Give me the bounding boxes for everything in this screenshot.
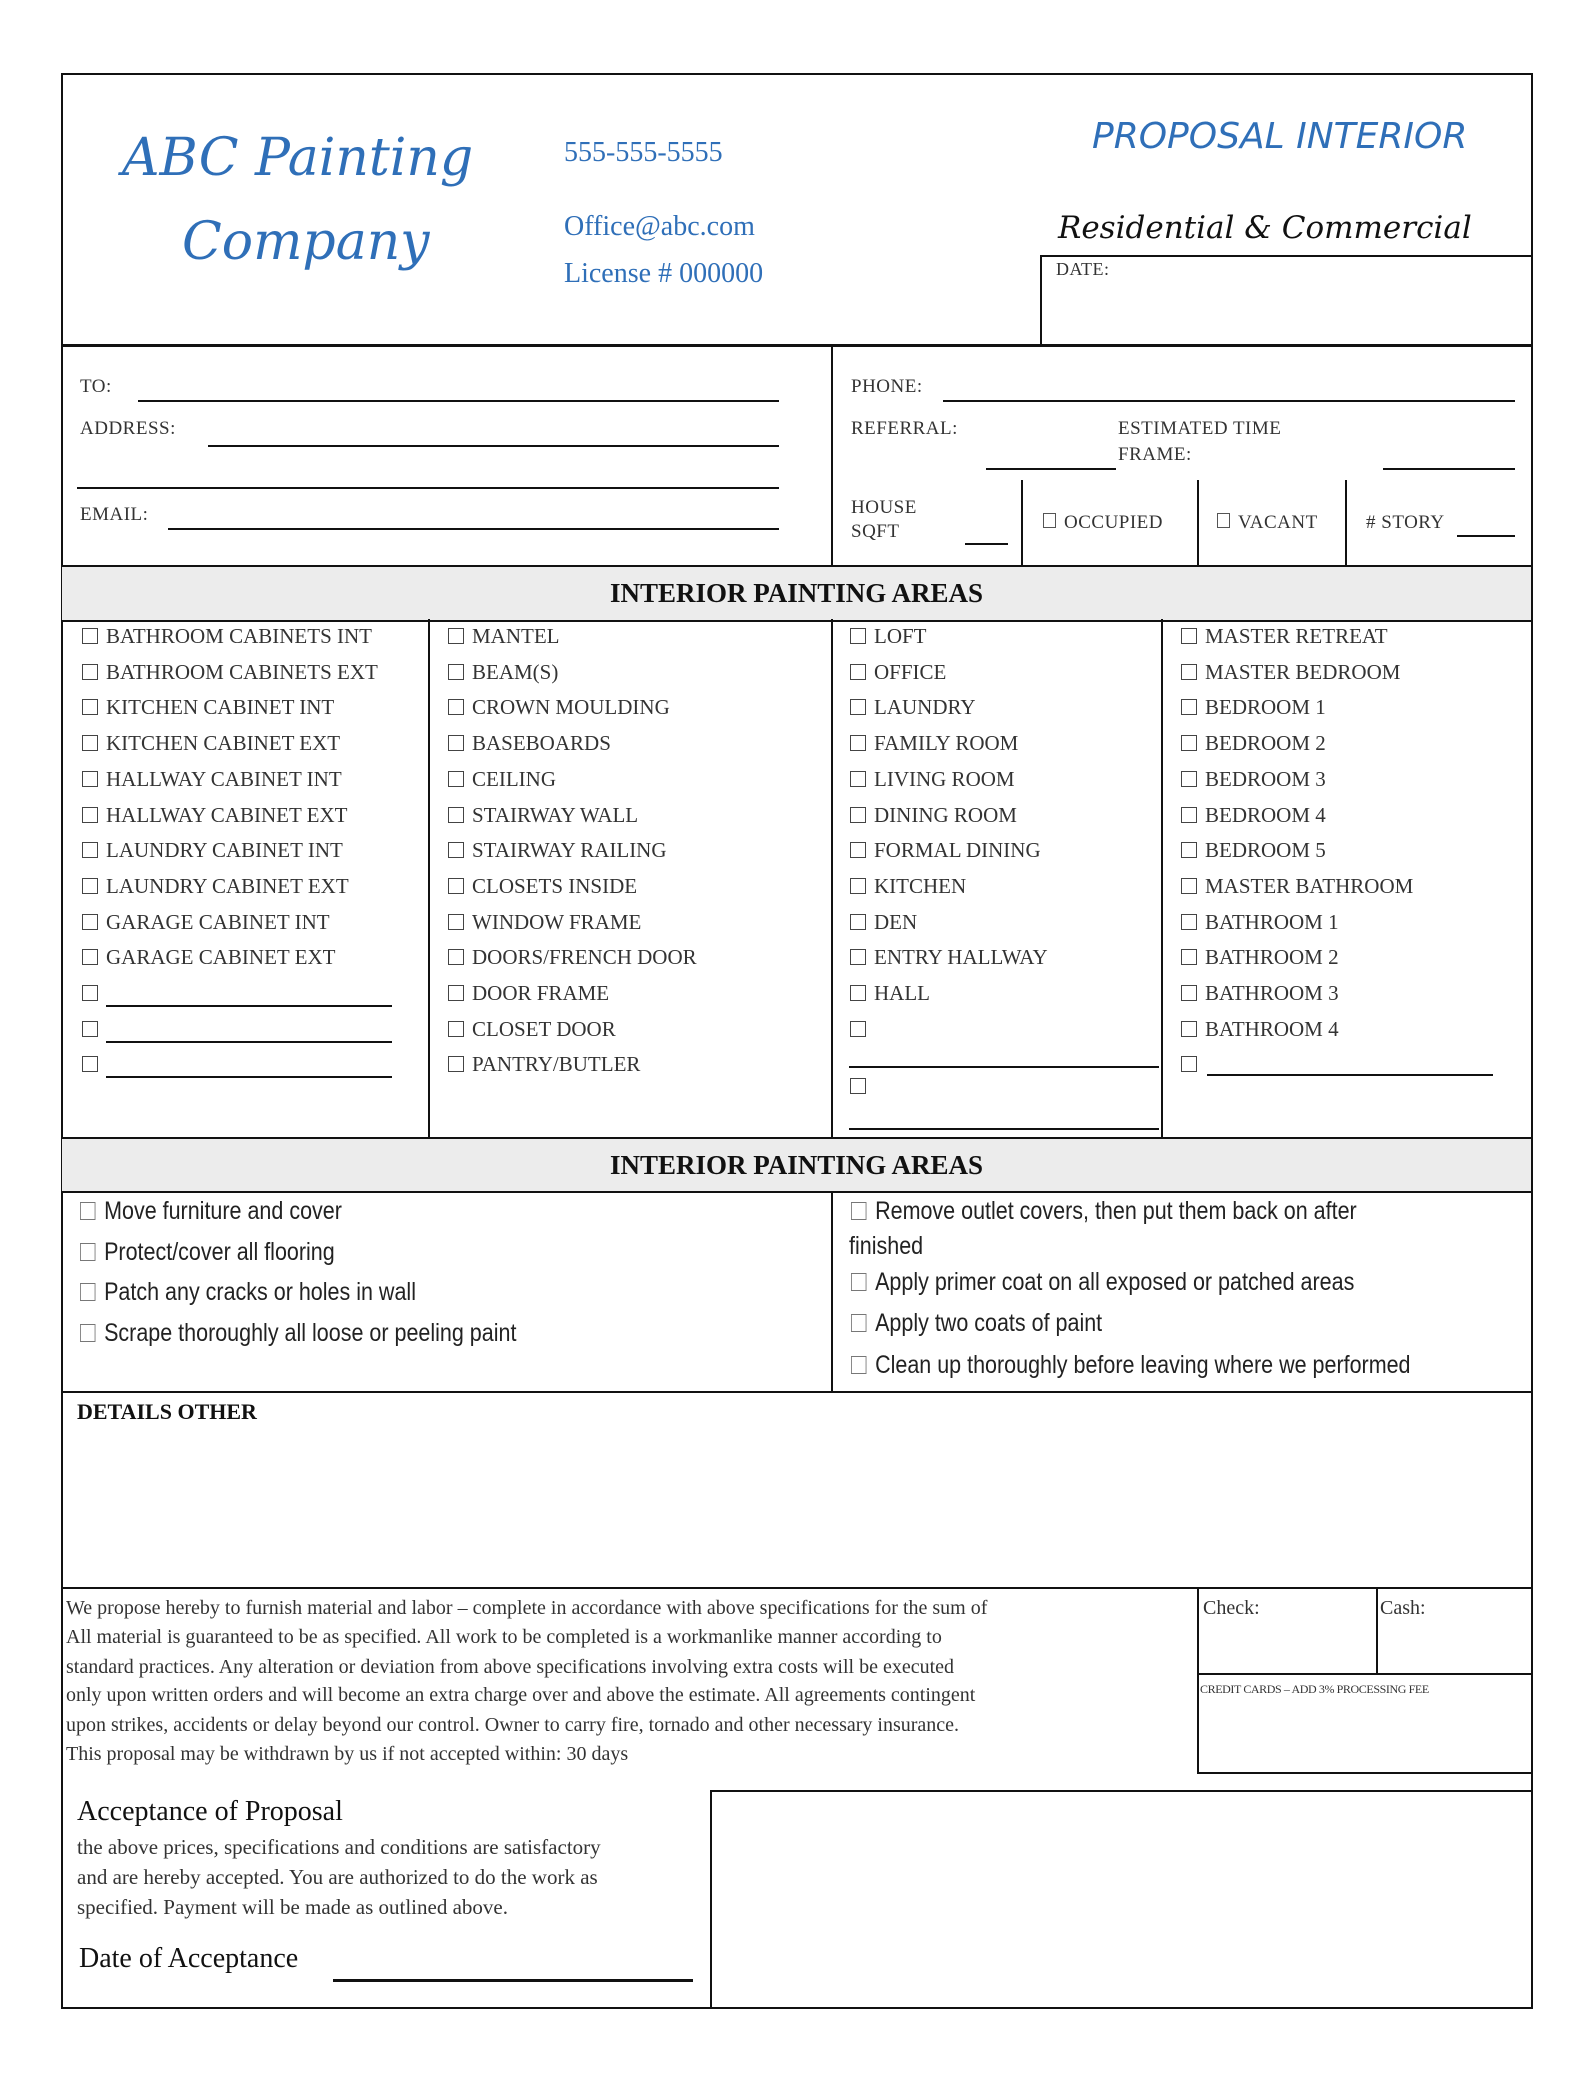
- checklist-item[interactable]: [80, 1278, 416, 1307]
- checkbox-icon: [850, 807, 866, 823]
- checkbox-icon: [851, 1273, 866, 1291]
- blank-item-field[interactable]: [1207, 1074, 1493, 1076]
- checklist-item[interactable]: [448, 981, 609, 1006]
- checklist-label: OFFICE: [874, 659, 947, 684]
- checklist-item[interactable]: [850, 910, 917, 935]
- checklist-item[interactable]: [448, 660, 558, 685]
- task-label: Remove outlet covers, then put them back on after: [875, 1197, 1357, 1225]
- checkbox-icon: [448, 807, 464, 823]
- checklist-label: KITCHEN CABINET INT: [106, 695, 335, 720]
- checklist-item[interactable]: [82, 803, 347, 828]
- checklist-item[interactable]: [851, 1309, 1102, 1338]
- checkbox-icon: [1181, 1021, 1197, 1037]
- checkbox-icon: [850, 842, 866, 858]
- task-item-continued: finished: [849, 1232, 924, 1260]
- checkbox-icon: [850, 878, 866, 894]
- checkbox-icon: [448, 949, 464, 965]
- checkbox-icon: [80, 1283, 95, 1301]
- checkbox-icon: [851, 1314, 866, 1332]
- checklist-label: STAIRWAY RAILING: [472, 838, 667, 863]
- company-name-line1: ABC Painting: [122, 128, 474, 188]
- checklist-item[interactable]: [82, 874, 349, 899]
- checkbox-icon: [448, 842, 464, 858]
- checklist-label: CROWN MOULDING: [472, 695, 670, 720]
- checklist-label: LOFT: [874, 624, 927, 648]
- checklist-label: BATHROOM 4: [1205, 1016, 1339, 1041]
- checklist-item[interactable]: [448, 731, 611, 756]
- to-field[interactable]: [138, 400, 779, 402]
- checkbox-icon: [1181, 807, 1197, 823]
- referral-field[interactable]: [986, 468, 1116, 470]
- checkbox-icon: [80, 1202, 95, 1220]
- checklist-label: FAMILY ROOM: [874, 731, 1019, 756]
- checkbox-icon: [1181, 878, 1197, 894]
- checklist-item[interactable]: [82, 981, 106, 1006]
- checklist-label: CLOSET DOOR: [472, 1016, 616, 1041]
- checklist-label: BATHROOM 2: [1205, 945, 1339, 970]
- checklist-label: Move furniture and cover: [104, 1197, 342, 1225]
- checkbox-icon: [82, 628, 98, 644]
- checklist-label: LAUNDRY CABINET EXT: [106, 873, 349, 898]
- checkbox-icon: [80, 1243, 95, 1261]
- to-label: TO:: [80, 376, 112, 397]
- phone-field[interactable]: [943, 400, 1515, 402]
- sqft-label: SQFT: [851, 521, 900, 542]
- signature-box[interactable]: [710, 1790, 1531, 2007]
- checklist-item[interactable]: [1181, 767, 1326, 792]
- checklist-label: LAUNDRY CABINET INT: [106, 838, 343, 863]
- checklist-label: PANTRY/BUTLER: [472, 1052, 641, 1077]
- checkbox-icon: [850, 914, 866, 930]
- checklist-label: MASTER BATHROOM: [1205, 873, 1414, 898]
- checkbox-icon: [1181, 771, 1197, 787]
- checkbox-icon: [448, 985, 464, 1001]
- checklist-item[interactable]: [851, 1268, 1354, 1297]
- checkbox-icon: [82, 842, 98, 858]
- checkbox-icon: [448, 771, 464, 787]
- story-field[interactable]: [1457, 535, 1515, 537]
- address-field-2[interactable]: [77, 487, 779, 489]
- checklist-label: LAUNDRY: [874, 695, 976, 720]
- tasks-section-header: INTERIOR PAINTING AREAS: [62, 1137, 1531, 1193]
- check-label: Check:: [1203, 1597, 1260, 1619]
- checklist-item[interactable]: [1181, 1017, 1339, 1042]
- checkbox-icon: [82, 878, 98, 894]
- checklist-label: BATHROOM 1: [1205, 909, 1339, 934]
- checkbox-icon: [850, 664, 866, 680]
- acceptance-line: the above prices, specifications and conditions are satisfactory: [77, 1835, 601, 1859]
- checklist-label: STAIRWAY WALL: [472, 802, 639, 827]
- checklist-label: HALL: [874, 981, 930, 1005]
- checklist-item[interactable]: [448, 874, 637, 899]
- estimated-time-label: ESTIMATED TIME: [1118, 418, 1282, 439]
- checklist-item[interactable]: [448, 945, 697, 970]
- checklist-item[interactable]: [82, 660, 378, 685]
- checkbox-icon: [850, 949, 866, 965]
- blank-item-field[interactable]: [106, 1005, 392, 1007]
- checklist-item[interactable]: [82, 624, 372, 649]
- company-license: License # 000000: [564, 258, 764, 289]
- checklist-label: Apply two coats of paint: [875, 1309, 1103, 1337]
- checklist-label: CEILING: [472, 766, 556, 791]
- checklist-item[interactable]: [850, 624, 927, 649]
- checklist-label: BATHROOM CABINETS EXT: [106, 659, 378, 684]
- checklist-label: GARAGE CABINET INT: [106, 909, 330, 934]
- checklist-item[interactable]: [850, 767, 1015, 792]
- checkbox-icon: [1181, 699, 1197, 715]
- checklist-label: Apply primer coat on all exposed or patched areas: [875, 1268, 1355, 1296]
- checklist-label: FORMAL DINING: [874, 838, 1041, 863]
- checklist-item[interactable]: [1181, 910, 1339, 935]
- email-field[interactable]: [168, 528, 779, 530]
- checkbox-icon: [850, 628, 866, 644]
- checklist-item[interactable]: [1181, 660, 1400, 685]
- date-label: DATE:: [1056, 259, 1110, 279]
- checkbox-icon: [1181, 1056, 1197, 1072]
- referral-label: REFERRAL:: [851, 418, 958, 439]
- checklist-item[interactable]: [1181, 945, 1339, 970]
- checkbox-icon: [448, 664, 464, 680]
- checklist-item[interactable]: [1181, 874, 1413, 899]
- acceptance-line: specified. Payment will be made as outlined above.: [77, 1895, 508, 1919]
- checkbox-icon: [850, 985, 866, 1001]
- checklist-label: MANTEL: [472, 624, 560, 648]
- checkbox-icon: [82, 1021, 98, 1037]
- checkbox-icon: [850, 699, 866, 715]
- checkbox-icon: [80, 1324, 95, 1342]
- proposal-title: PROPOSAL INTERIOR: [1092, 116, 1468, 157]
- checklist-label: BASEBOARDS: [472, 731, 611, 756]
- checkbox-icon: [82, 949, 98, 965]
- checklist-item[interactable]: [82, 945, 335, 970]
- checklist-item[interactable]: [1181, 731, 1326, 756]
- checkbox-icon: [1181, 628, 1197, 644]
- checkbox-icon: [1181, 842, 1197, 858]
- blank-item-field[interactable]: [106, 1041, 392, 1043]
- vacant-checkbox[interactable]: [1217, 512, 1318, 534]
- vacant-label: VACANT: [1238, 512, 1318, 533]
- checklist-item[interactable]: [1181, 803, 1326, 828]
- checklist-item[interactable]: [850, 803, 1017, 828]
- checklist-item[interactable]: [448, 695, 670, 720]
- checkbox-icon: [448, 1021, 464, 1037]
- checkbox-icon: [850, 735, 866, 751]
- checkbox-icon: [448, 878, 464, 894]
- checkbox-icon: [448, 628, 464, 644]
- checklist-label: MASTER RETREAT: [1205, 624, 1388, 648]
- acceptance-line: and are hereby accepted. You are authorized to do the work as: [77, 1865, 598, 1889]
- time-frame-field[interactable]: [1383, 468, 1515, 470]
- checkbox-icon: [850, 1078, 866, 1094]
- credit-card-note: CREDIT CARDS – ADD 3% PROCESSING FEE: [1200, 1682, 1429, 1696]
- checklist-item[interactable]: [448, 910, 641, 935]
- proposal-line: We propose hereby to furnish material and labor – complete in accordance with above specifications for the sum of: [66, 1597, 988, 1619]
- checklist-label: Patch any cracks or holes in wall: [104, 1278, 416, 1306]
- address-field[interactable]: [208, 445, 779, 447]
- checklist-label: DEN: [874, 909, 918, 934]
- checkbox-icon: [850, 1021, 866, 1037]
- proposal-subtitle: Residential & Commercial: [1058, 210, 1472, 246]
- sqft-field[interactable]: [965, 543, 1008, 545]
- checklist-item[interactable]: [80, 1197, 342, 1226]
- checklist-item[interactable]: [1181, 695, 1326, 720]
- phone-label: PHONE:: [851, 376, 923, 397]
- checklist-item[interactable]: [850, 945, 1048, 970]
- acceptance-title: Acceptance of Proposal: [77, 1796, 343, 1827]
- checklist-label: HALLWAY CABINET EXT: [106, 802, 348, 827]
- checklist-item[interactable]: [448, 838, 667, 863]
- checkbox-icon: [851, 1356, 866, 1374]
- checkbox-icon: [82, 914, 98, 930]
- checklist-item[interactable]: [82, 838, 343, 863]
- occupied-label: OCCUPIED: [1064, 512, 1164, 533]
- checklist-label: ENTRY HALLWAY: [874, 945, 1048, 970]
- checkbox-icon: [1181, 914, 1197, 930]
- checklist-item[interactable]: [850, 731, 1018, 756]
- checklist-item[interactable]: [448, 803, 638, 828]
- checkbox-icon: [850, 771, 866, 787]
- checklist-item[interactable]: [448, 1017, 616, 1042]
- checklist-label: CLOSETS INSIDE: [472, 873, 638, 898]
- checklist-item[interactable]: [1181, 981, 1339, 1006]
- blank-item-field[interactable]: [106, 1076, 392, 1078]
- checklist-item[interactable]: [1181, 838, 1326, 863]
- checklist-label: MASTER BEDROOM: [1205, 659, 1401, 684]
- checkbox-icon: [448, 699, 464, 715]
- checkbox-icon: [82, 1056, 98, 1072]
- date-box[interactable]: [1040, 255, 1531, 345]
- checklist-label: BEDROOM 5: [1205, 838, 1326, 863]
- checklist-item[interactable]: [82, 695, 334, 720]
- checklist-item[interactable]: [82, 910, 330, 935]
- checkbox-icon: [82, 807, 98, 823]
- checkbox-icon: [82, 735, 98, 751]
- proposal-line: standard practices. Any alteration or deviation from above specifications involving extra costs will be executed: [66, 1656, 955, 1678]
- checklist-item[interactable]: [1181, 624, 1388, 649]
- checklist-label: LIVING ROOM: [874, 766, 1015, 791]
- checkbox-icon: [448, 914, 464, 930]
- checkbox-icon: [82, 985, 98, 1001]
- checklist-item[interactable]: [850, 1074, 874, 1099]
- checklist-item[interactable]: [850, 695, 976, 720]
- company-email: Office@abc.com: [564, 211, 755, 242]
- checklist-label: BEDROOM 3: [1205, 766, 1326, 791]
- checkbox-icon: [1181, 949, 1197, 965]
- checklist-label: Clean up thoroughly before leaving where we performed: [875, 1351, 1411, 1379]
- task-item[interactable]: [851, 1197, 1357, 1226]
- checklist-label: KITCHEN CABINET EXT: [106, 731, 341, 756]
- checklist-label: Protect/cover all flooring: [104, 1238, 335, 1266]
- checklist-item[interactable]: [448, 1052, 640, 1077]
- checklist-item[interactable]: [851, 1351, 1411, 1380]
- occupied-checkbox[interactable]: [1043, 512, 1163, 534]
- checklist-item[interactable]: [82, 1052, 106, 1077]
- address-label: ADDRESS:: [80, 418, 176, 439]
- checklist-item[interactable]: [82, 731, 340, 756]
- checklist-label: BATHROOM CABINETS INT: [106, 624, 373, 648]
- areas-section-header: INTERIOR PAINTING AREAS: [62, 565, 1531, 622]
- checklist-item[interactable]: [1181, 1052, 1205, 1077]
- checkbox-icon: [82, 699, 98, 715]
- email-label: EMAIL:: [80, 504, 149, 525]
- checkbox-icon: [1181, 985, 1197, 1001]
- checkbox-icon: [448, 735, 464, 751]
- checklist-item[interactable]: [80, 1319, 516, 1348]
- checklist-item[interactable]: [850, 874, 966, 899]
- house-label: HOUSE: [851, 497, 917, 518]
- checklist-item[interactable]: [850, 981, 930, 1006]
- checklist-label: Scrape thoroughly all loose or peeling paint: [104, 1319, 517, 1347]
- checkbox-icon: [1181, 735, 1197, 751]
- checklist-label: BEDROOM 2: [1205, 731, 1326, 756]
- proposal-line: upon strikes, accidents or delay beyond our control. Owner to carry fire, tornado and other necessary insurance.: [66, 1714, 960, 1736]
- cash-label: Cash:: [1380, 1597, 1426, 1619]
- checklist-item[interactable]: [448, 767, 556, 792]
- proposal-line: only upon written orders and will become an extra charge over and above the estimate. All agreements contingent: [66, 1684, 976, 1706]
- details-other-field[interactable]: [63, 1430, 1529, 1586]
- checklist-label: BEDROOM 1: [1205, 695, 1326, 720]
- checkbox-icon: [82, 664, 98, 680]
- estimated-frame-label: FRAME:: [1118, 444, 1192, 465]
- checkbox-icon: [1043, 513, 1056, 528]
- checkbox-icon: [82, 771, 98, 787]
- checklist-item[interactable]: [82, 1017, 106, 1042]
- checklist-label: BEAM(S): [472, 659, 559, 684]
- checklist-label: KITCHEN: [874, 873, 967, 898]
- checklist-label: DINING ROOM: [874, 802, 1017, 827]
- checklist-item[interactable]: [80, 1238, 335, 1267]
- checklist-label: HALLWAY CABINET INT: [106, 766, 342, 791]
- details-other-label: DETAILS OTHER: [77, 1399, 257, 1424]
- checkbox-icon: [1181, 664, 1197, 680]
- checklist-label: BEDROOM 4: [1205, 802, 1326, 827]
- checklist-label: WINDOW FRAME: [472, 909, 642, 934]
- checkbox-icon: [1217, 513, 1230, 528]
- checklist-label: GARAGE CABINET EXT: [106, 945, 336, 970]
- checkbox-icon: [448, 1056, 464, 1072]
- checklist-label: DOORS/FRENCH DOOR: [472, 945, 697, 970]
- checkbox-icon: [851, 1202, 866, 1220]
- company-name-line2: Company: [182, 212, 430, 272]
- checklist-item[interactable]: [850, 838, 1041, 863]
- date-of-acceptance-label: Date of Acceptance: [79, 1943, 299, 1974]
- checklist-item[interactable]: [82, 767, 342, 792]
- story-label: # STORY: [1366, 512, 1445, 533]
- company-phone: 555-555-5555: [564, 137, 723, 168]
- checklist-item[interactable]: [850, 1017, 874, 1042]
- proposal-line: This proposal may be withdrawn by us if not accepted within: 30 days: [66, 1743, 629, 1765]
- checklist-label: DOOR FRAME: [472, 981, 610, 1005]
- checklist-label: BATHROOM 3: [1205, 981, 1339, 1005]
- proposal-line: All material is guaranteed to be as specified. All work to be completed is a workmanlike manner according to: [66, 1626, 942, 1648]
- date-of-acceptance-field[interactable]: [333, 1979, 693, 1982]
- checklist-item[interactable]: [448, 624, 560, 649]
- checklist-item[interactable]: [850, 660, 946, 685]
